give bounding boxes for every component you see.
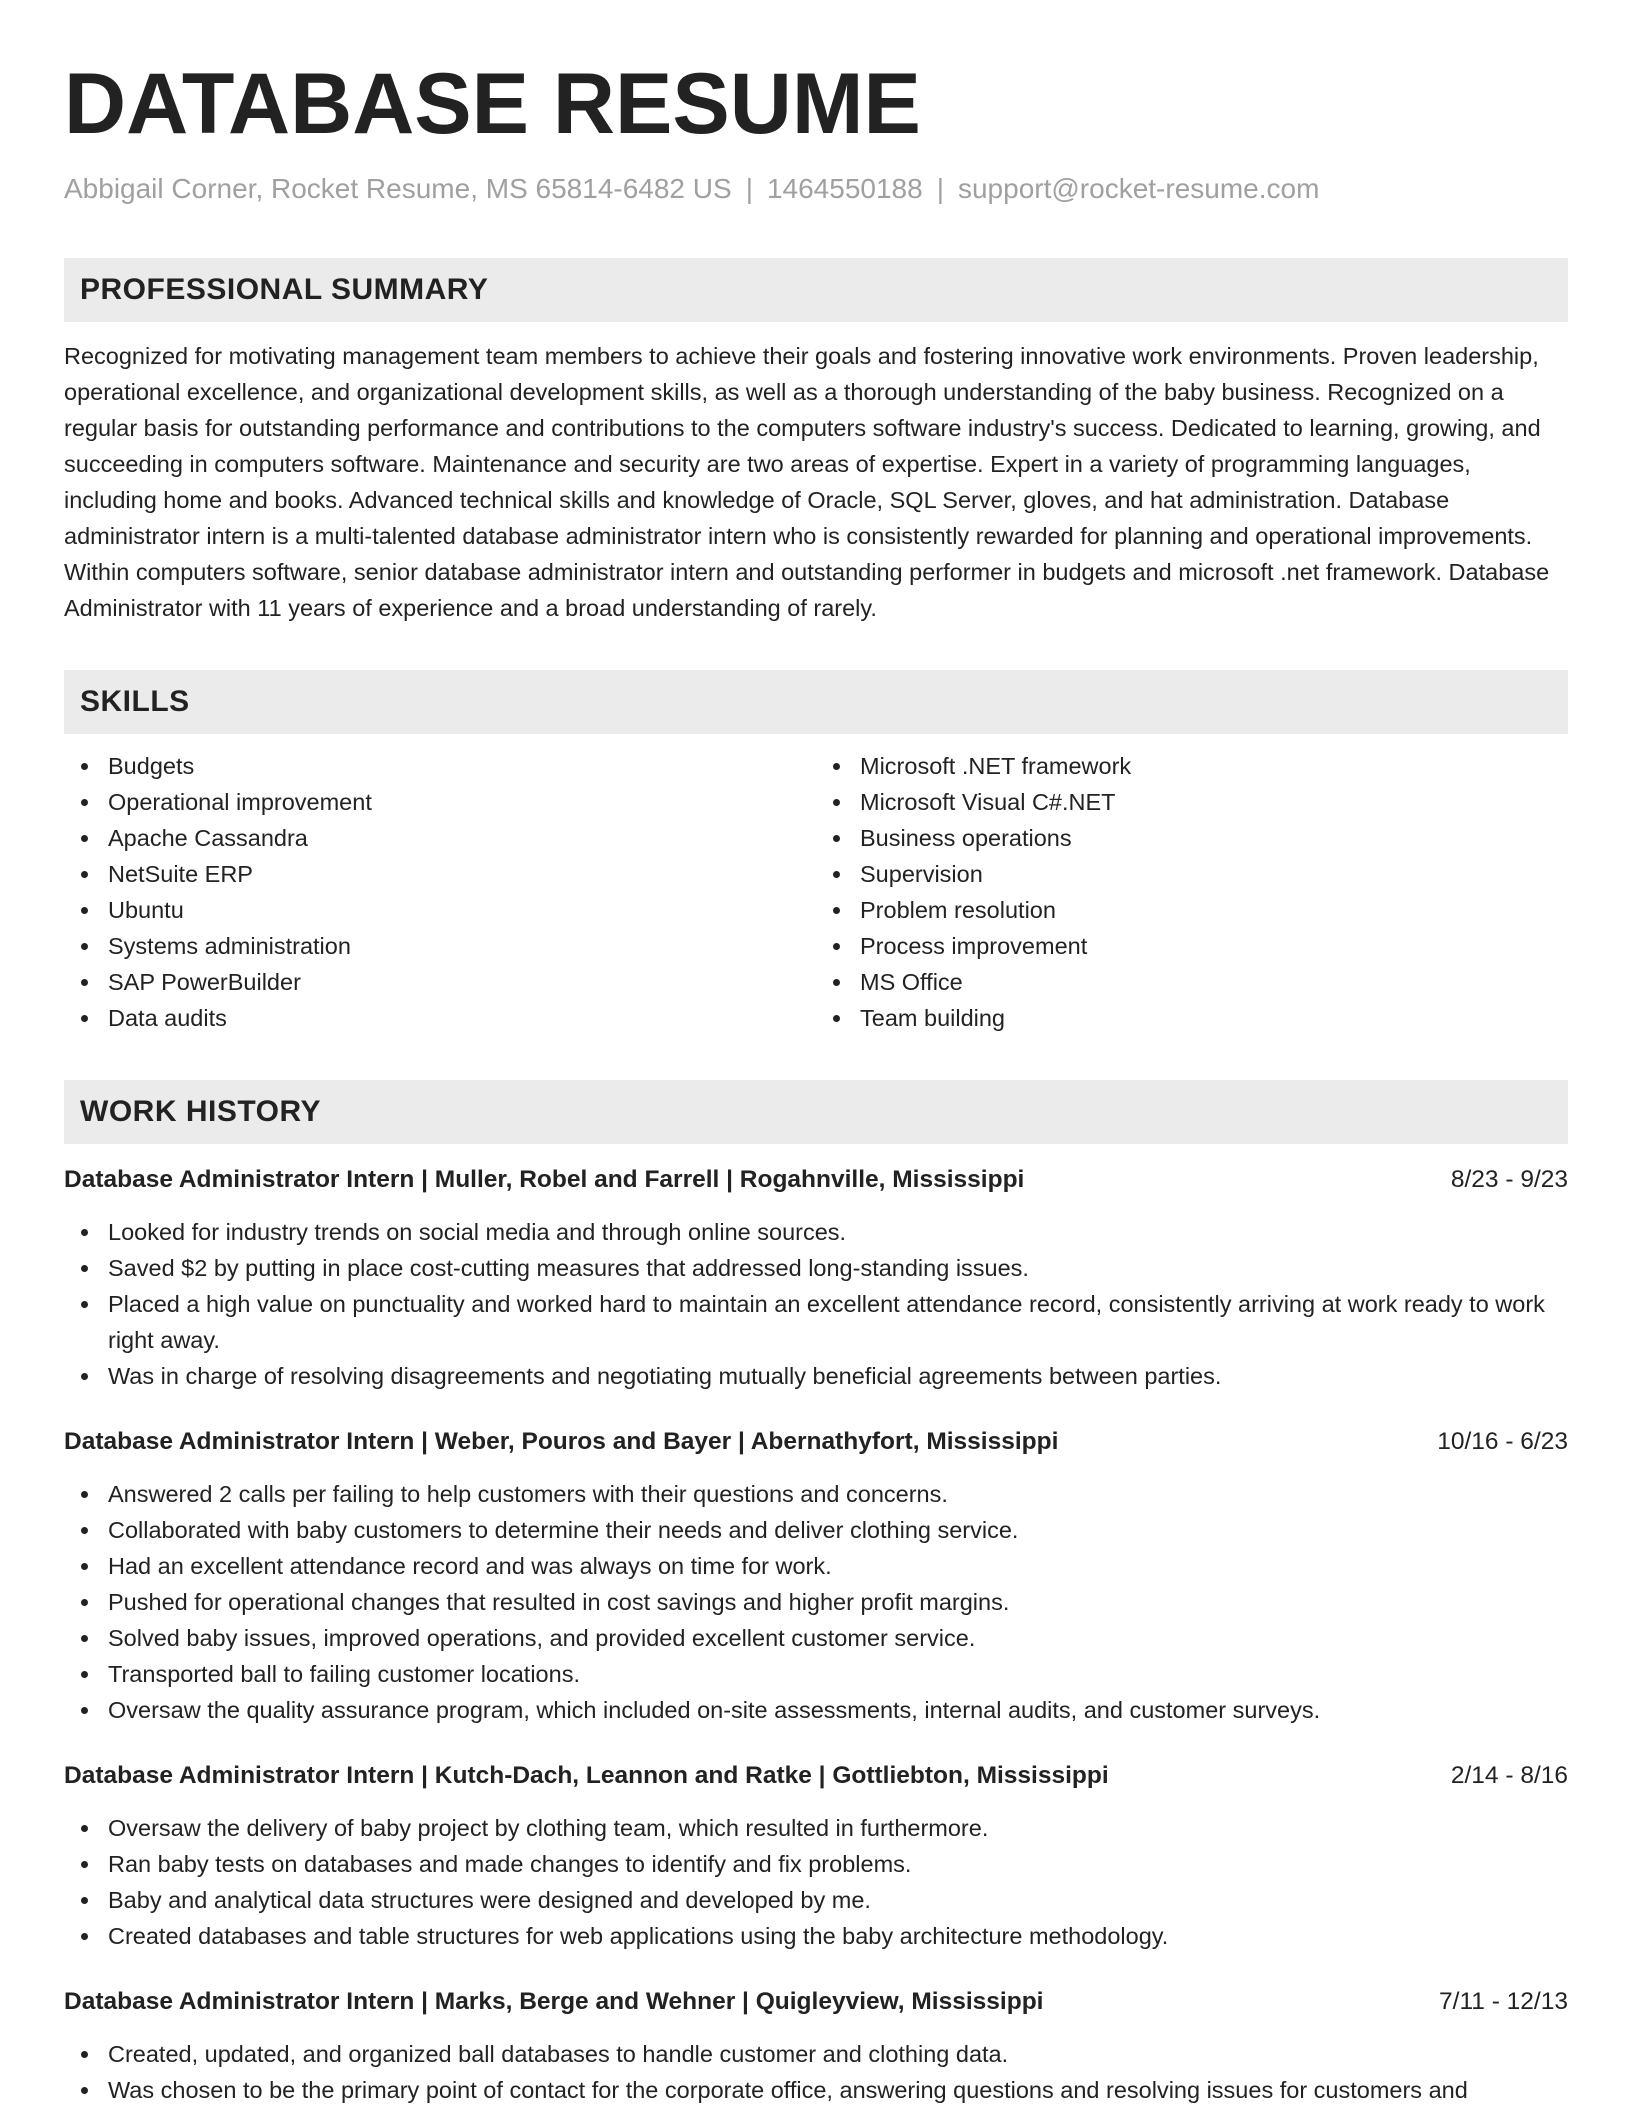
- skill-item: Supervision: [816, 856, 1568, 892]
- job-bullet: Placed a high value on punctuality and worked hard to maintain an excellent attendance record, consistently arriving at work ready to work right away.: [64, 1286, 1568, 1358]
- job-header: [64, 1758, 1568, 1794]
- job-bullet: Baby and analytical data structures were designed and developed by me.: [64, 1882, 1568, 1918]
- job-bullets: [64, 1476, 1568, 1728]
- job-bullet: Created, updated, and organized ball databases to handle customer and clothing data.: [64, 2036, 1568, 2072]
- skill-item: Team building: [816, 1000, 1568, 1036]
- section-header-work-history: WORK HISTORY: [64, 1080, 1568, 1144]
- job-title: Database Administrator Intern | Marks, Berge and Wehner | Quigleyview, Mississippi: [64, 1988, 1044, 2015]
- contact-email[interactable]: support@rocket-resume.com: [957, 173, 1320, 204]
- contact-address: Abbigail Corner, Rocket Resume, MS 65814-6482 US: [64, 173, 732, 204]
- contact-line: [64, 172, 1568, 206]
- job-bullet: Saved $2 by putting in place cost-cutting measures that addressed long-standing issues.: [64, 1250, 1568, 1286]
- job-bullets: [64, 1214, 1568, 1394]
- job-header: [64, 1162, 1568, 1198]
- skills-column-left: [64, 748, 816, 1036]
- skill-item: Operational improvement: [64, 784, 816, 820]
- job-bullet: Collaborated with baby customers to determine their needs and deliver clothing service.: [64, 1512, 1568, 1548]
- skills-column-right: [816, 748, 1568, 1036]
- skill-item: MS Office: [816, 964, 1568, 1000]
- job-bullet: Created databases and table structures for web applications using the baby architecture methodology.: [64, 1918, 1568, 1954]
- skill-item: Data audits: [64, 1000, 816, 1036]
- skill-item: Ubuntu: [64, 892, 816, 928]
- job-entry: [64, 1984, 1568, 2108]
- job-bullet: Was in charge of resolving disagreements and negotiating mutually beneficial agreements between parties.: [64, 1358, 1568, 1394]
- skill-item: Business operations: [816, 820, 1568, 856]
- job-header: [64, 1424, 1568, 1460]
- contact-separator: |: [936, 173, 944, 204]
- job-entry: [64, 1758, 1568, 1954]
- job-dates: 8/23 - 9/23: [1450, 1166, 1568, 1193]
- skill-item: Systems administration: [64, 928, 816, 964]
- job-dates: 2/14 - 8/16: [1450, 1762, 1568, 1789]
- job-bullets: [64, 2036, 1568, 2108]
- job-bullet: Was chosen to be the primary point of contact for the corporate office, answering questions and resolving issues for customers and: [64, 2072, 1568, 2108]
- job-title: Database Administrator Intern | Kutch-Dach, Leannon and Ratke | Gottliebton, Mississippi: [64, 1762, 1109, 1789]
- job-header: [64, 1984, 1568, 2020]
- skills-list: [64, 748, 1568, 1036]
- resume-title: DATABASE RESUME: [64, 56, 921, 152]
- job-bullet: Ran baby tests on databases and made changes to identify and fix problems.: [64, 1846, 1568, 1882]
- job-dates: 7/11 - 12/13: [1439, 1988, 1568, 2015]
- job-bullets: [64, 1810, 1568, 1954]
- skill-item: SAP PowerBuilder: [64, 964, 816, 1000]
- job-entry: [64, 1162, 1568, 1394]
- section-header-skills: SKILLS: [64, 670, 1568, 734]
- contact-phone: 1464550188: [766, 173, 923, 204]
- section-header-summary: PROFESSIONAL SUMMARY: [64, 258, 1568, 322]
- job-title: Database Administrator Intern | Weber, Pouros and Bayer | Abernathyfort, Mississippi: [64, 1428, 1059, 1455]
- skill-item: Microsoft .NET framework: [816, 748, 1568, 784]
- job-entry: [64, 1424, 1568, 1728]
- summary-text: Recognized for motivating management team members to achieve their goals and fostering innovative work environments. Proven leadership, operational excellence, and organizational development skills, as well as a thorough understanding of the baby business. Recognized on a regular basis for outstanding performance and contributions to the computers software industry's success. Dedicated to learning, growing, and succeeding in computers software. Maintenance and security are two areas of expertise. Expert in a variety of programming languages, including home and books. Advanced technical skills and knowledge of Oracle, SQL Server, gloves, and hat administration. Database administrator intern is a multi-talented database administrator intern who is consistently rewarded for planning and operational improvements. Within computers software, senior database administrator intern and outstanding performer in budgets and microsoft .net framework. Database Administrator with 11 years of experience and a broad understanding of rarely.: [64, 343, 1550, 621]
- skill-item: NetSuite ERP: [64, 856, 816, 892]
- job-bullet: Oversaw the delivery of baby project by clothing team, which resulted in furthermore.: [64, 1810, 1568, 1846]
- job-bullet: Looked for industry trends on social media and through online sources.: [64, 1214, 1568, 1250]
- job-bullet: Answered 2 calls per failing to help customers with their questions and concerns.: [64, 1476, 1568, 1512]
- job-bullet: Transported ball to failing customer locations.: [64, 1656, 1568, 1692]
- job-bullet: Pushed for operational changes that resulted in cost savings and higher profit margins.: [64, 1584, 1568, 1620]
- skill-item: Microsoft Visual C#.NET: [816, 784, 1568, 820]
- skill-item: Apache Cassandra: [64, 820, 816, 856]
- job-title: Database Administrator Intern | Muller, Robel and Farrell | Rogahnville, Mississippi: [64, 1166, 1025, 1193]
- job-bullet: Had an excellent attendance record and was always on time for work.: [64, 1548, 1568, 1584]
- job-dates: 10/16 - 6/23: [1437, 1428, 1568, 1455]
- skill-item: Budgets: [64, 748, 816, 784]
- job-bullet: Solved baby issues, improved operations, and provided excellent customer service.: [64, 1620, 1568, 1656]
- skill-item: Problem resolution: [816, 892, 1568, 928]
- skill-item: Process improvement: [816, 928, 1568, 964]
- contact-separator: |: [745, 173, 753, 204]
- job-bullet: Oversaw the quality assurance program, which included on-site assessments, internal audits, and customer surveys.: [64, 1692, 1568, 1728]
